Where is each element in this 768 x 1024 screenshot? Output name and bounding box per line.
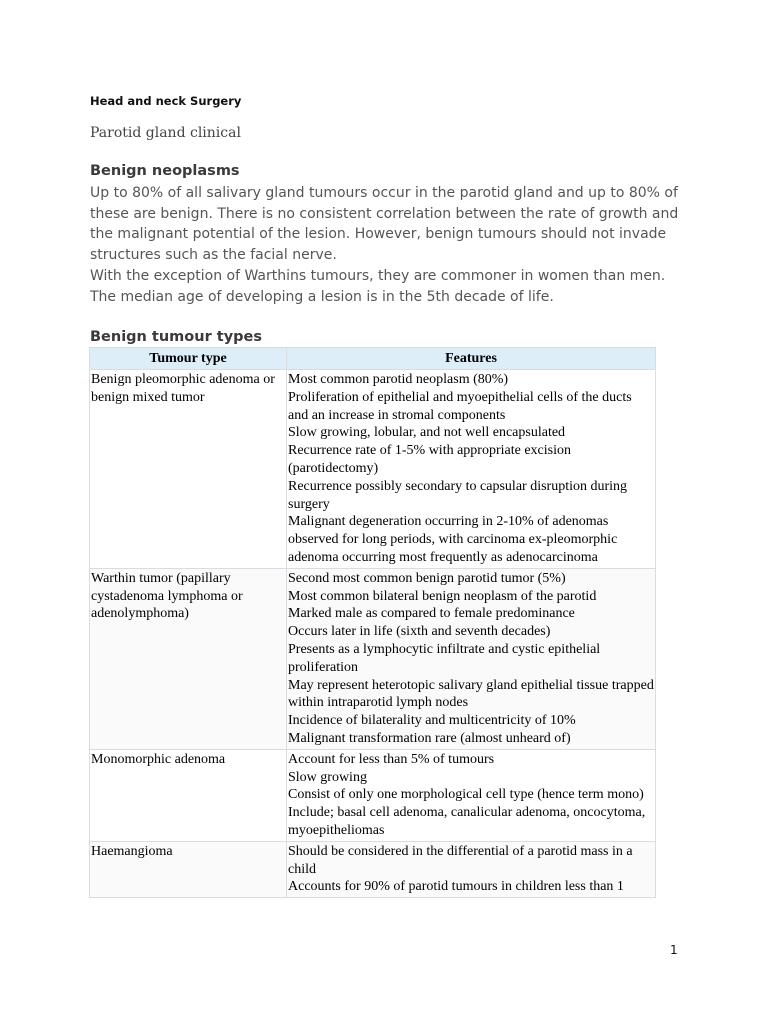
feature-item: Second most common benign parotid tumor (5%) <box>288 570 566 586</box>
intro-paragraph-1: Up to 80% of all salivary gland tumours occur in the parotid gland and up to 80% of these are benign. There is no consistent correlation between the rate of growth and the malignant potential of the lesion. However, benign tumours should not invade structures such as the facial nerve. <box>90 185 679 264</box>
features-cell <box>287 568 656 749</box>
section-heading-benign-neoplasms: Benign neoplasms <box>90 163 240 179</box>
feature-item: Accounts for 90% of parotid tumours in children less than 1 <box>288 879 624 895</box>
feature-item: Recurrence possibly secondary to capsular disruption during surgery <box>288 478 628 512</box>
table-row <box>90 841 656 897</box>
feature-item: Account for less than 5% of tumours <box>288 751 495 767</box>
feature-item: Should be considered in the differential of a parotid mass in a child <box>288 843 633 877</box>
feature-item: Most common bilateral benign neoplasm of the parotid <box>288 588 597 604</box>
tumour-type-cell: Benign pleomorphic adenoma or benign mixed tumor <box>90 370 287 569</box>
feature-item: Presents as a lymphocytic infiltrate and cystic epithelial proliferation <box>288 641 601 675</box>
document-subtitle: Parotid gland clinical <box>90 125 241 141</box>
feature-item: Malignant degeneration occurring in 2-10% of adenomas observed for long periods, with carcinoma ex-pleomorphic adenoma occurring most frequently as adenocarcinoma <box>288 514 618 565</box>
table-row <box>90 749 656 841</box>
feature-item: Slow growing, lobular, and not well encapsulated <box>288 425 566 441</box>
benign-tumour-table <box>89 347 656 898</box>
column-header-tumour-type: Tumour type <box>90 348 287 370</box>
feature-item: Consist of only one morphological cell type (hence term mono) <box>288 787 644 803</box>
intro-paragraph-2: With the exception of Warthins tumours, they are commoner in women than men. The median age of developing a lesion is in the 5th decade of life. <box>90 267 666 305</box>
feature-item: May represent heterotopic salivary gland epithelial tissue trapped within intraparotid lymph nodes <box>288 677 654 711</box>
feature-item: Most common parotid neoplasm (80%) <box>288 372 509 387</box>
features-cell <box>287 370 656 569</box>
document-header: Head and neck Surgery <box>90 94 242 108</box>
feature-item: Recurrence rate of 1-5% with appropriate excision (parotidectomy) <box>288 443 571 476</box>
page-number: 1 <box>670 943 678 957</box>
feature-item: Slow growing <box>288 769 367 785</box>
feature-item: Incidence of bilaterality and multicentricity of 10% <box>288 713 576 729</box>
intro-text <box>90 183 690 307</box>
section-heading-benign-tumour-types: Benign tumour types <box>90 329 263 345</box>
feature-item: Occurs later in life (sixth and seventh decades) <box>288 624 551 640</box>
feature-item: Malignant transformation rare (almost unheard of) <box>288 730 571 746</box>
feature-item: Marked male as compared to female predominance <box>288 606 575 622</box>
column-header-features: Features <box>287 348 656 370</box>
tumour-type-cell: Warthin tumor (papillary cystadenoma lymphoma or adenolymphoma) <box>90 568 287 749</box>
table-row <box>90 568 656 749</box>
feature-item: Include; basal cell adenoma, canalicular adenoma, oncocytoma, myoepitheliomas <box>288 805 646 838</box>
features-cell <box>287 841 656 897</box>
table-header-row <box>90 348 656 370</box>
tumour-type-cell: Monomorphic adenoma <box>90 749 287 841</box>
features-cell <box>287 749 656 841</box>
feature-item: Proliferation of epithelial and myoepithelial cells of the ducts and an increase in stromal components <box>288 389 632 423</box>
table-row <box>90 370 656 569</box>
tumour-type-cell: Haemangioma <box>90 841 287 897</box>
